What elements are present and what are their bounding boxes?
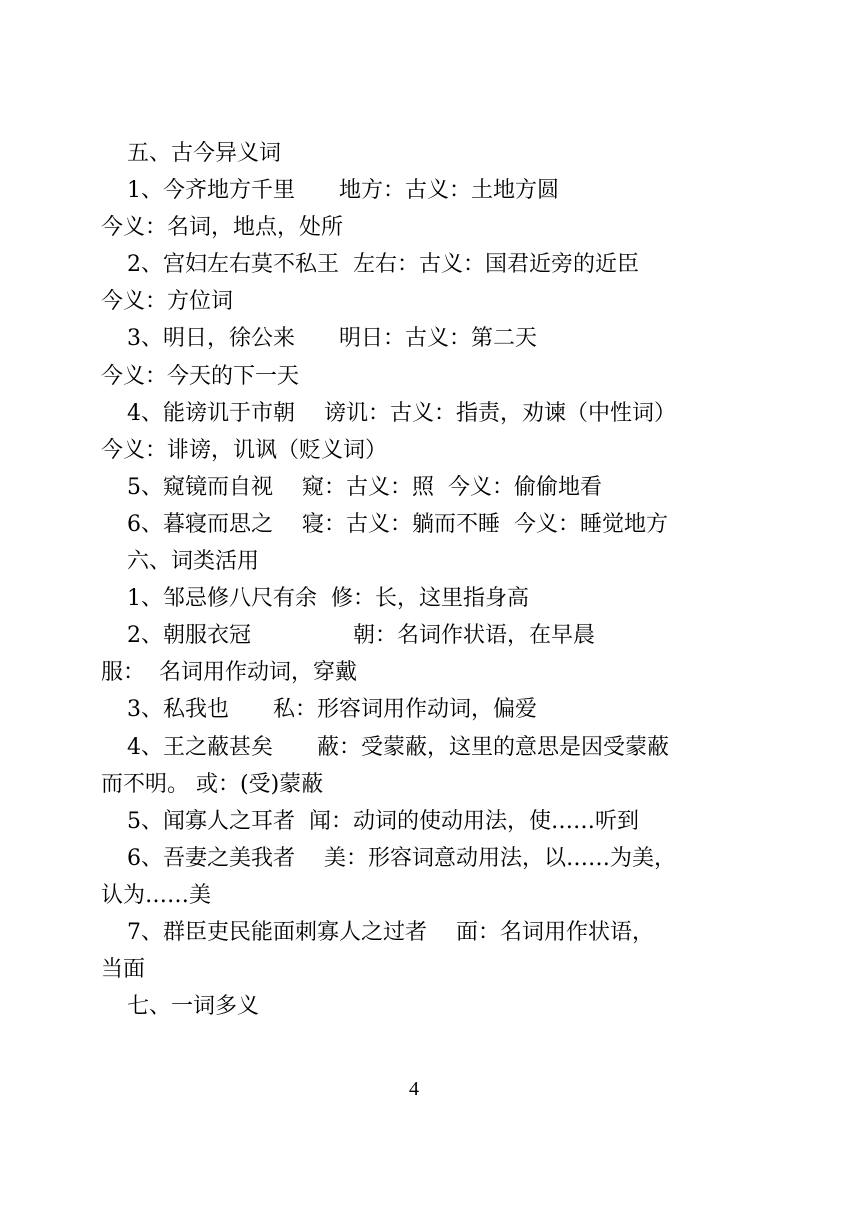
text-line: 6、暮寝而思之 寝：古义：躺而不睡 今义：睡觉地方 xyxy=(127,511,668,537)
section-heading-word-class-usage: 六、词类活用 xyxy=(127,549,260,575)
text-line: 1、邹忌修八尺有余 修：长，这里指身高 xyxy=(127,586,529,612)
text-line: 3、明日，徐公来 明日：古义：第二天 xyxy=(127,326,537,352)
text-line: 当面 xyxy=(101,957,146,983)
body-text xyxy=(101,135,741,1025)
text-line: 今义：今天的下一天 xyxy=(101,363,300,389)
text-line: 6、吾妻之美我者 美：形容词意动用法，以……为美， xyxy=(127,845,676,871)
page-number: 4 xyxy=(409,1078,419,1100)
text-line: 今义：诽谤，讥讽（贬义词） xyxy=(101,437,388,463)
text-line: 4、能谤讥于市朝 谤讥：古义：指责，劝谏（中性词） xyxy=(127,400,676,426)
text-line: 1、今齐地方千里 地方：古义：土地方圆 xyxy=(127,178,559,204)
text-line: 而不明。 或：(受)蒙蔽 xyxy=(101,771,324,797)
text-line: 今义：名词，地点，处所 xyxy=(101,215,344,241)
section-heading-polysemy: 七、一词多义 xyxy=(127,994,260,1020)
text-line: 服： 名词用作动词，穿戴 xyxy=(101,660,357,686)
section-heading-ancient-modern-meanings: 五、古今异义词 xyxy=(127,141,282,166)
text-line: 认为……美 xyxy=(101,882,212,908)
text-line: 今义：方位词 xyxy=(101,289,234,315)
text-line: 4、王之蔽甚矣 蔽：受蒙蔽，这里的意思是因受蒙蔽 xyxy=(127,734,669,760)
text-line: 5、窥镜而自视 窥：古义：照 今义：偷偷地看 xyxy=(127,474,602,500)
text-line: 7、群臣吏民能面刺寡人之过者 面：名词用作状语， xyxy=(127,919,654,945)
text-line: 2、朝服衣冠 朝：名词作状语，在早晨 xyxy=(127,623,595,649)
text-line: 3、私我也 私：形容词用作动词，偏爱 xyxy=(127,697,537,723)
text-line: 2、宫妇左右莫不私王 左右：古义：国君近旁的近臣 xyxy=(127,252,639,278)
text-line: 5、闻寡人之耳者 闻：动词的使动用法，使……听到 xyxy=(127,808,639,834)
